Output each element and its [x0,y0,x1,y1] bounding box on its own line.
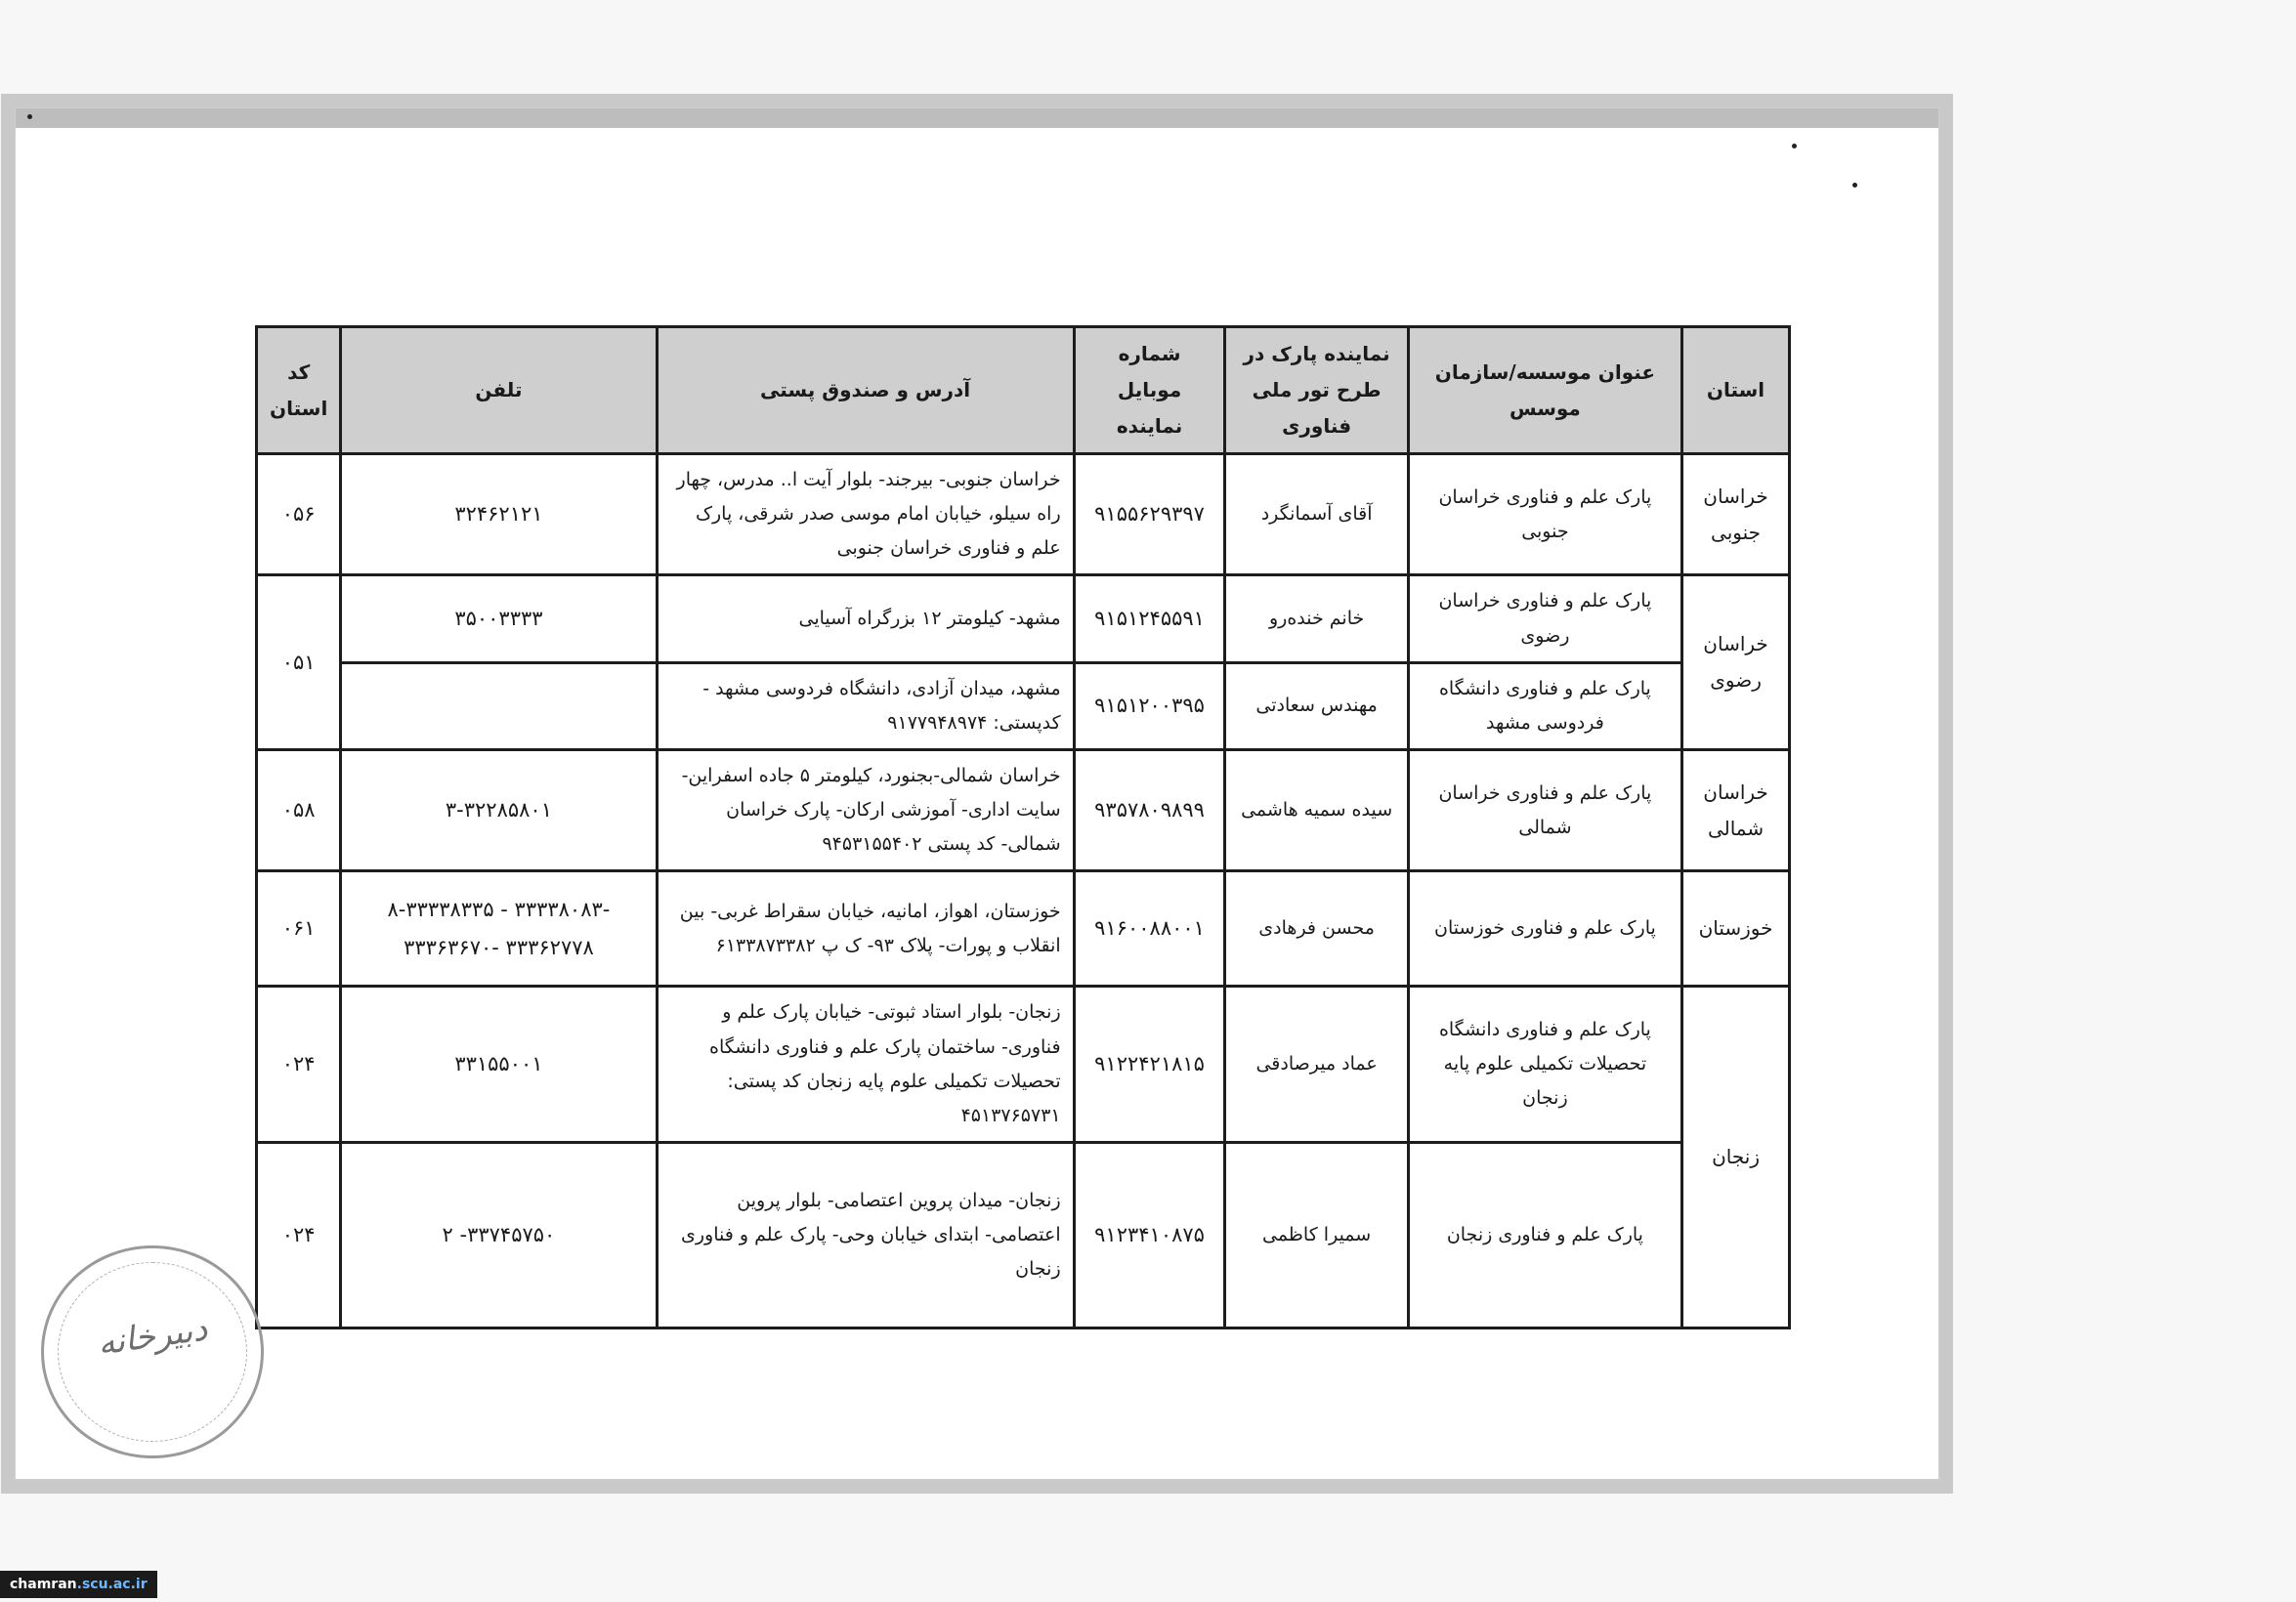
scan-top-edge [16,108,1938,128]
organization-cell: پارک علم و فناوری دانشگاه تحصیلات تکمیلی علوم پایه زنجان [1408,987,1681,1143]
mobile-cell: ۹۱۵۵۶۲۹۳۹۷ [1074,454,1225,575]
organization-cell: پارک علم و فناوری خوزستان [1408,871,1681,987]
organization-cell: پارک علم و فناوری دانشگاه فردوسی مشهد [1408,662,1681,749]
province-code-cell: ۰۲۴ [257,1142,341,1328]
province-code-cell: ۰۵۸ [257,749,341,870]
scan-dot [1792,144,1797,148]
header-address: آدرس و صندوق پستی [657,327,1074,454]
representative-cell: محسن فرهادی [1225,871,1408,987]
table-row [257,454,1790,575]
header-organization: عنوان موسسه/سازمان موسس [1408,327,1681,454]
province-code-cell: ۰۶۱ [257,871,341,987]
logo-main-text: chamran [10,1577,77,1592]
header-mobile: شماره موبایل نماینده [1074,327,1225,454]
scan-dot [27,114,32,119]
phone-cell [341,662,657,749]
site-watermark-logo [0,1571,157,1598]
scanned-page [15,107,1939,1480]
header-representative: نماینده پارک در طرح تور ملی فناوری [1225,327,1408,454]
representative-cell: سیده سمیه هاشمی [1225,749,1408,870]
scan-dot [1852,183,1857,188]
address-cell: زنجان- بلوار استاد ثبوتی- خیابان پارک علم و فناوری- ساختمان پارک علم و فناوری دانشگاه تحصیلات تکمیلی علوم پایه زنجان کد پستی: ۴۵۱۳۷۶۵۷۳۱ [657,987,1074,1143]
province-cell: خراسان رضوی [1682,575,1790,750]
header-province-code: کد استان [257,327,341,454]
phone-cell: ۸-۳۳۳۳۸۳۳۵ - ۳۳۳۳۸۰۸۳- ۳۳۳۶۳۶۷۰- ۳۳۳۶۲۷۷۸ [341,871,657,987]
mobile-cell: ۹۱۲۳۴۱۰۸۷۵ [1074,1142,1225,1328]
stamp-text: دبیرخانه [95,1309,210,1364]
park-representatives-table [255,325,1791,1329]
phone-cell: ۲ -۳۳۷۴۵۷۵۰ [341,1142,657,1328]
address-cell: مشهد، میدان آزادی، دانشگاه فردوسی مشهد - کدپستی: ۹۱۷۷۹۴۸۹۷۴ [657,662,1074,749]
organization-cell: پارک علم و فناوری زنجان [1408,1142,1681,1328]
address-cell: خوزستان، اهواز، امانیه، خیابان سقراط غربی- بین انقلاب و پورات- پلاک ۹۳- ک پ ۶۱۳۳۸۷۳۳۸۲ [657,871,1074,987]
mobile-cell: ۹۱۵۱۲۰۰۳۹۵ [1074,662,1225,749]
mobile-cell: ۹۱۶۰۰۸۸۰۰۱ [1074,871,1225,987]
table-row [257,987,1790,1143]
province-code-cell: ۰۵۶ [257,454,341,575]
header-phone: تلفن [341,327,657,454]
table-row [257,749,1790,870]
header-province: استان [1682,327,1790,454]
mobile-cell: ۹۱۵۱۲۴۵۵۹۱ [1074,575,1225,662]
province-cell: خراسان جنوبی [1682,454,1790,575]
address-cell: زنجان- میدان پروین اعتصامی- بلوار پروین اعتصامی- ابتدای خیابان وحی- پارک علم و فناوری زنجان [657,1142,1074,1328]
representative-cell: عماد میرصادقی [1225,987,1408,1143]
address-cell: خراسان جنوبی- بیرجند- بلوار آیت ا.. مدرس، چهار راه سیلو، خیابان امام موسی صدر شرقی، پارک علم و فناوری خراسان جنوبی [657,454,1074,575]
province-cell: خوزستان [1682,871,1790,987]
phone-cell: ۳۲۴۶۲۱۲۱ [341,454,657,575]
table-row [257,575,1790,662]
province-code-cell: ۰۲۴ [257,987,341,1143]
logo-domain-text: .scu.ac.ir [76,1577,148,1592]
organization-cell: پارک علم و فناوری خراسان شمالی [1408,749,1681,870]
province-cell: زنجان [1682,987,1790,1328]
province-code-cell: ۰۵۱ [257,575,341,750]
table-row [257,662,1790,749]
phone-cell: ۳۵۰۰۳۳۳۳ [341,575,657,662]
official-stamp [41,1245,264,1458]
organization-cell: پارک علم و فناوری خراسان رضوی [1408,575,1681,662]
address-cell: مشهد- کیلومتر ۱۲ بزرگراه آسیایی [657,575,1074,662]
mobile-cell: ۹۱۲۲۴۲۱۸۱۵ [1074,987,1225,1143]
representative-cell: خانم خندەرو [1225,575,1408,662]
phone-cell: ۳۳۱۵۵۰۰۱ [341,987,657,1143]
table-header-row [257,327,1790,454]
representative-cell: سمیرا کاظمی [1225,1142,1408,1328]
address-cell: خراسان شمالی-بجنورد، کیلومتر ۵ جاده اسفراین- سایت اداری- آموزشی ارکان- پارک خراسان شمالی- کد پستی ۹۴۵۳۱۵۵۴۰۲ [657,749,1074,870]
province-cell: خراسان شمالی [1682,749,1790,870]
phone-cell: ۳-۳۲۲۸۵۸۰۱ [341,749,657,870]
organization-cell: پارک علم و فناوری خراسان جنوبی [1408,454,1681,575]
representative-cell: آقای آسمانگرد [1225,454,1408,575]
representative-cell: مهندس سعادتی [1225,662,1408,749]
table-row [257,1142,1790,1328]
table-row [257,871,1790,987]
mobile-cell: ۹۳۵۷۸۰۹۸۹۹ [1074,749,1225,870]
